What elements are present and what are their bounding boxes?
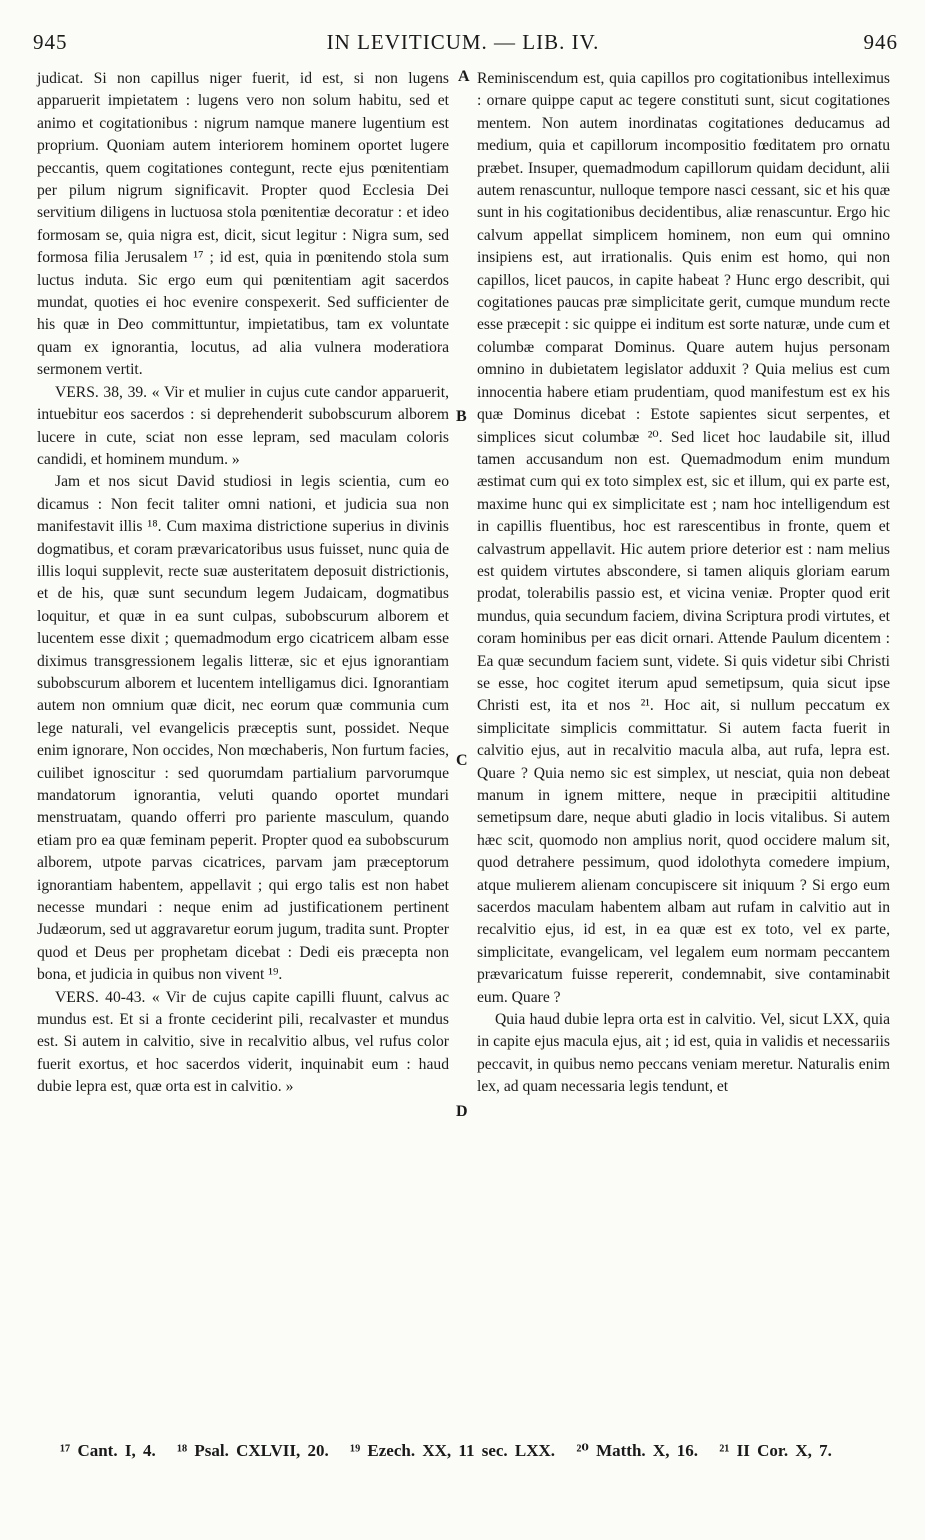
- running-title: IN LEVITICUM. — LIB. IV.: [326, 30, 600, 54]
- verse-paragraph: VERS. 38, 39. « Vir et mulier in cujus cute candor apparuerit, intuebitur eos sacerdos : si deprehenderit subobscurum alborem lucere in cute, sciat non esse lepram, sed maculam coloris candidi, et hominem mundum. »: [37, 383, 449, 468]
- left-column: [37, 68, 449, 1099]
- page-number-left: 945: [33, 30, 68, 54]
- paragraph: Reminiscendum est, quia capillos pro cogitationibus intelleximus : ornare quippe caput ac tegere constituti sunt, sicut cogitationes mentem. Non autem inordinatas cogitationes deducamus ad medium, quia et capillorum incompositio fœditatem pro ornatu præbet. Insuper, quemadmodum capillorum quidam decidunt, alii autem renascuntur, nulloque tempore nasci cessant, sic et his quæ sunt in his cogitationibus decidentibus, aliæ renascuntur. Ergo hic calvum appellat simplicem hominem, non eum qui omnino insipiens est, aut irrationalis. Quis enim est homo, qui non capillos, licet paucos, in capite habeat ? Hunc ergo describit, qui cogitationes paucas præ simplicitate gerit, cumque mundum recte esse præcepit : sic quippe ei inditum est sorte naturæ, unde cum et columbæ comparat Dominus. Quare autem hujus personam omnino in dubietatem legislator adduxit ? Quia melius est cum innocentia habere etiam prudentiam, quod manifestum est ex his quæ Dominus dicebat : Estote sapientes sicut serpentes, et simplices sicut columbæ ²⁰. Sed licet hoc laudabile sit, illud tamen accusandum non est. Quemadmodum enim mundum æstimat cum qui ex toto simplex est, sic et illum, qui ex parte est, maxime hunc qui ex simplicitate est ; nam hoc intelligendum est in capillis fluentibus, hoc est rarescentibus in fronte, quem et calvastrum appellavit. Hic autem priore deterior est : nam melius est quidem virtutes abscondere, si tamen aliquis gloriam earum prodat, tolerabilis passio est, et vicina veniæ. Propter quod erit mundus, quia secundum faciem, divina Scriptura prodi virtutes, et coram hominibus per eas dicit ornari. Attende Paulum dicentem : Ea quæ secundum faciem sunt, videte. Si quis videtur sibi Christi se esse, hoc cogitet iterum apud semetipsum, quia sicut ipse Christi est, ita et nos ²¹. Hoc ait, si nullum peccatum ex simplicitate simplicis committatur. Si autem facta fuerit in calvitio ejus, aut in recalvitio macula alba, aut rufa, lepra est. Quare ? Quia nemo sic est simplex, ut nesciat, quia non debeat manum in ignem mittere, neque in præcipitii altitudine semetipsum dare, neque abuti gladio in locis vitalibus. Si autem hæc scit, quomodo non amplius norit, quod occidere malum sit, quod detrahere pessimum, quod idolothyta comedere impium, atque mulierem alienam concupiscere sit iniquum ? Si ergo eum sacerdos maculam habentem albam aut rufam in calvitio aut in recalvitio ejus, id est, in ea quæ est ex toto, vel ex parte, simplicitate, evangelicam, vel legalem eum normam peccantem prævaricatum fuisse repererit, condemnabit, sive contaminabit eum. Quare ?: [477, 70, 890, 1006]
- page-number-right: 946: [863, 30, 898, 54]
- footnote: ¹⁷ Cant. I, 4.: [60, 1441, 156, 1460]
- paragraph: judicat. Si non capillus niger fuerit, id est, si non lugens apparuerit impietatem : lugens vero non solum habitu, sed et animo et cogitationibus : nigrum namque manere lugentium est proprium. Quoniam autem interiorem hominem oportet lugere peccantis, quem cogitationes contegunt, recte ejus pœnitentiam per pilum nigrum significavit. Propter quod Ecclesia Dei servitium diligens in luctuosa stola pœnitentiæ decoratur : et ideo formosam se, quia nigra est, dicit, sicut legitur : Nigra sum, sed formosa filia Jerusalem ¹⁷ ; id est, quia in pœnitendo stola sum luctus induta. Sic ergo eum qui pœnitentiam agit sacerdos mundat, quoties ei hoc evenire conspexerit. Sed sufficienter de his quæ in Deo committuntur, impietatibus, tam ex voluntate quam ex ignorantia, locutus, ad alia vulnera moderatiora sermonem vertit.: [37, 70, 449, 379]
- margin-marker-c: C: [456, 752, 468, 769]
- margin-marker-d: D: [456, 1103, 468, 1120]
- footnotes: [60, 1441, 880, 1461]
- footnote: ²⁰ Matth. X, 16.: [576, 1441, 698, 1460]
- page-header: [28, 30, 898, 64]
- right-column: [477, 68, 890, 1099]
- footnote: ²¹ II Cor. X, 7.: [719, 1441, 832, 1460]
- paragraph: Jam et nos sicut David studiosi in legis scientia, cum eo dicamus : Non fecit taliter omni nationi, et judicia sua non manifestavit illis ¹⁸. Cum maxima districtione superius in divinis dogmatibus, et coram prævaricatoribus usus fuisset, nunc quia de illis loqui supplevit, recte suæ austeritatem deposuit districtionis, et de his, quæ sunt secundum legem Judaicam, dogmatibus loquitur, et quæ in ea sunt culpas, subobscurum alborem et lucentem esse dixit ; quemadmodum ergo cicatricem albam esse diximus transgressionem legalis litteræ, sic et ejus ignorantiam subobscurum alborem et lucentem intelligamus dici. Ignorantiam autem non omnium quæ dicit, nec eorum quæ communia cum lege naturali, vel evangelicis præceptis sunt, possidet. Neque enim ignorare, Non occides, Non mœchaberis, Non furtum facies, cuilibet ignoscitur : sed quorumdam partialium parvorumque mandatorum ignorantia, veluti quando oportet mundari menstruatam, quando offerri pro pariente masculum, quando etiam pro ea quæ feminam peperit. Propter quod ea subobscurum alborem, utpote parvas cicatrices, parvam jam præceptorum ignorantiam habentem, appellavit ; qui ergo talis est non habet necesse mundari : neque enim ad justificationem pertinent Judæorum, sed ut aggravaretur eorum jugum, tradita sunt. Propter quod et Deus per prophetam dicebat : Dedi eis præcepta non bona, et judicia in quibus non vivent ¹⁹.: [37, 473, 449, 984]
- verse-paragraph: VERS. 40-43. « Vir de cujus capite capilli fluunt, calvus ac mundus est. Et si a fronte ceciderint pili, recalvaster et mundus est. Si autem in calvitio, sive in recalvitio albus, vel rufus color fuerit exortus, et hoc sacerdos viderit, inquinabit eum : haud dubie lepra est, quæ orta est in calvitio. »: [37, 988, 449, 1096]
- margin-marker-a: A: [458, 68, 470, 85]
- footnote: ¹⁹ Ezech. XX, 11 sec. LXX.: [349, 1441, 556, 1460]
- margin-marker-b: B: [456, 408, 467, 425]
- paragraph: Quia haud dubie lepra orta est in calvitio. Vel, sicut LXX, quia in capite ejus macula ejus, ait ; id est, quia in validis et necessariis peccavit, in quibus nemo peccans veniam meretur. Naturalis enim lex, ad quam necessaria legis tendunt, et: [477, 1011, 890, 1096]
- footnote: ¹⁸ Psal. CXLVII, 20.: [176, 1441, 329, 1460]
